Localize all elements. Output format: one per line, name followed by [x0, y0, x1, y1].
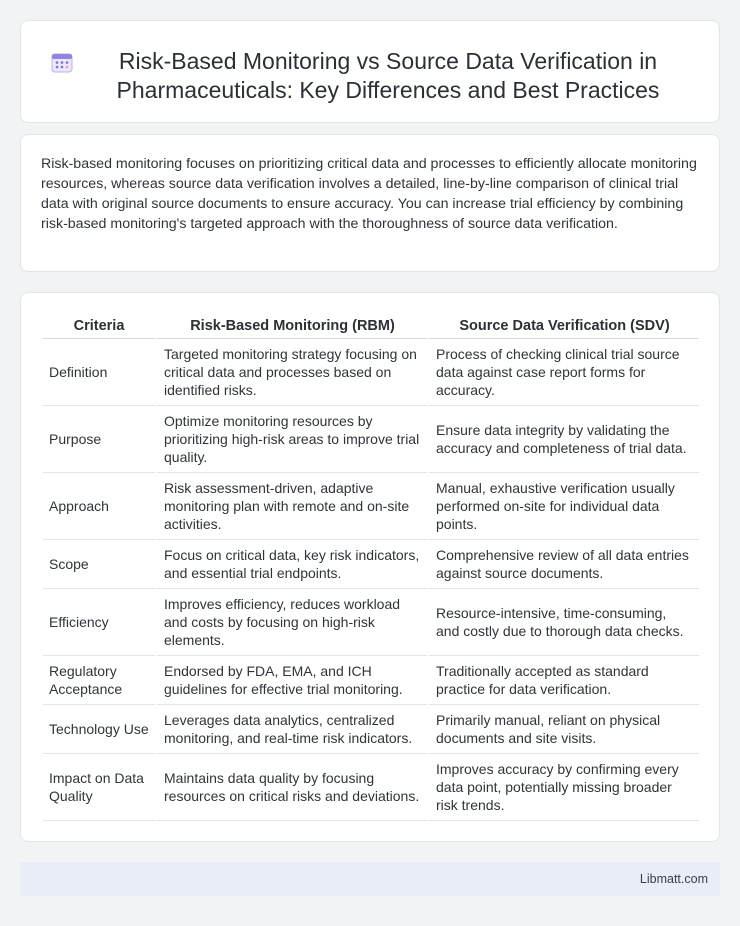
criteria-cell: Technology Use	[43, 705, 155, 754]
table-row	[43, 656, 699, 705]
sdv-cell: Resource-intensive, time-consuming, and costly due to thorough data checks.	[427, 589, 699, 656]
intro-card	[20, 134, 720, 272]
header-rbm: Risk-Based Monitoring (RBM)	[155, 313, 427, 339]
sdv-cell: Process of checking clinical trial source data against case report forms for accuracy.	[427, 339, 699, 406]
footer-brand: Libmatt.com	[639, 872, 708, 886]
table-header-row	[43, 313, 699, 339]
rbm-cell: Maintains data quality by focusing resources on critical risks and deviations.	[155, 754, 427, 821]
rbm-cell: Focus on critical data, key risk indicators, and essential trial endpoints.	[155, 540, 427, 589]
table-row	[43, 473, 699, 540]
criteria-cell: Scope	[43, 540, 155, 589]
comparison-table	[43, 313, 699, 821]
criteria-cell: Purpose	[43, 406, 155, 473]
table-row	[43, 705, 699, 754]
rbm-cell: Targeted monitoring strategy focusing on critical data and processes based on identified risks.	[155, 339, 427, 406]
table-row	[43, 540, 699, 589]
table-row	[43, 754, 699, 821]
table-row	[43, 406, 699, 473]
sdv-cell: Ensure data integrity by validating the accuracy and completeness of trial data.	[427, 406, 699, 473]
calendar-grid-icon	[51, 51, 73, 73]
criteria-cell: Efficiency	[43, 589, 155, 656]
rbm-cell: Endorsed by FDA, EMA, and ICH guidelines for effective trial monitoring.	[155, 656, 427, 705]
sdv-cell: Traditionally accepted as standard practice for data verification.	[427, 656, 699, 705]
page-title: Risk-Based Monitoring vs Source Data Verification in Pharmaceuticals: Key Differences and Best Practices	[116, 48, 660, 103]
footer-bar	[20, 862, 720, 896]
rbm-cell: Optimize monitoring resources by prioritizing high-risk areas to improve trial quality.	[155, 406, 427, 473]
criteria-cell: Definition	[43, 339, 155, 406]
comparison-card	[20, 292, 720, 842]
intro-paragraph: Risk-based monitoring focuses on prioritizing critical data and processes to efficiently allocate monitoring resources, whereas source data verification involves a detailed, line-by-line comparison of clinical trial data with original source documents to ensure accuracy. You can increase trial efficiency by combining risk-based monitoring's targeted approach with the thoroughness of source data verification.	[41, 156, 697, 232]
sdv-cell: Comprehensive review of all data entries against source documents.	[427, 540, 699, 589]
table-row	[43, 589, 699, 656]
header-card	[20, 20, 720, 123]
table-row	[43, 339, 699, 406]
header-criteria: Criteria	[43, 313, 155, 339]
criteria-cell: Impact on Data Quality	[43, 754, 155, 821]
rbm-cell: Leverages data analytics, centralized monitoring, and real-time risk indicators.	[155, 705, 427, 754]
sdv-cell: Primarily manual, reliant on physical documents and site visits.	[427, 705, 699, 754]
rbm-cell: Improves efficiency, reduces workload and costs by focusing on high-risk elements.	[155, 589, 427, 656]
criteria-cell: Regulatory Acceptance	[43, 656, 155, 705]
header-sdv: Source Data Verification (SDV)	[427, 313, 699, 339]
sdv-cell: Manual, exhaustive verification usually performed on-site for individual data points.	[427, 473, 699, 540]
rbm-cell: Risk assessment-driven, adaptive monitoring plan with remote and on-site activities.	[155, 473, 427, 540]
sdv-cell: Improves accuracy by confirming every data point, potentially missing broader risk trends.	[427, 754, 699, 821]
criteria-cell: Approach	[43, 473, 155, 540]
